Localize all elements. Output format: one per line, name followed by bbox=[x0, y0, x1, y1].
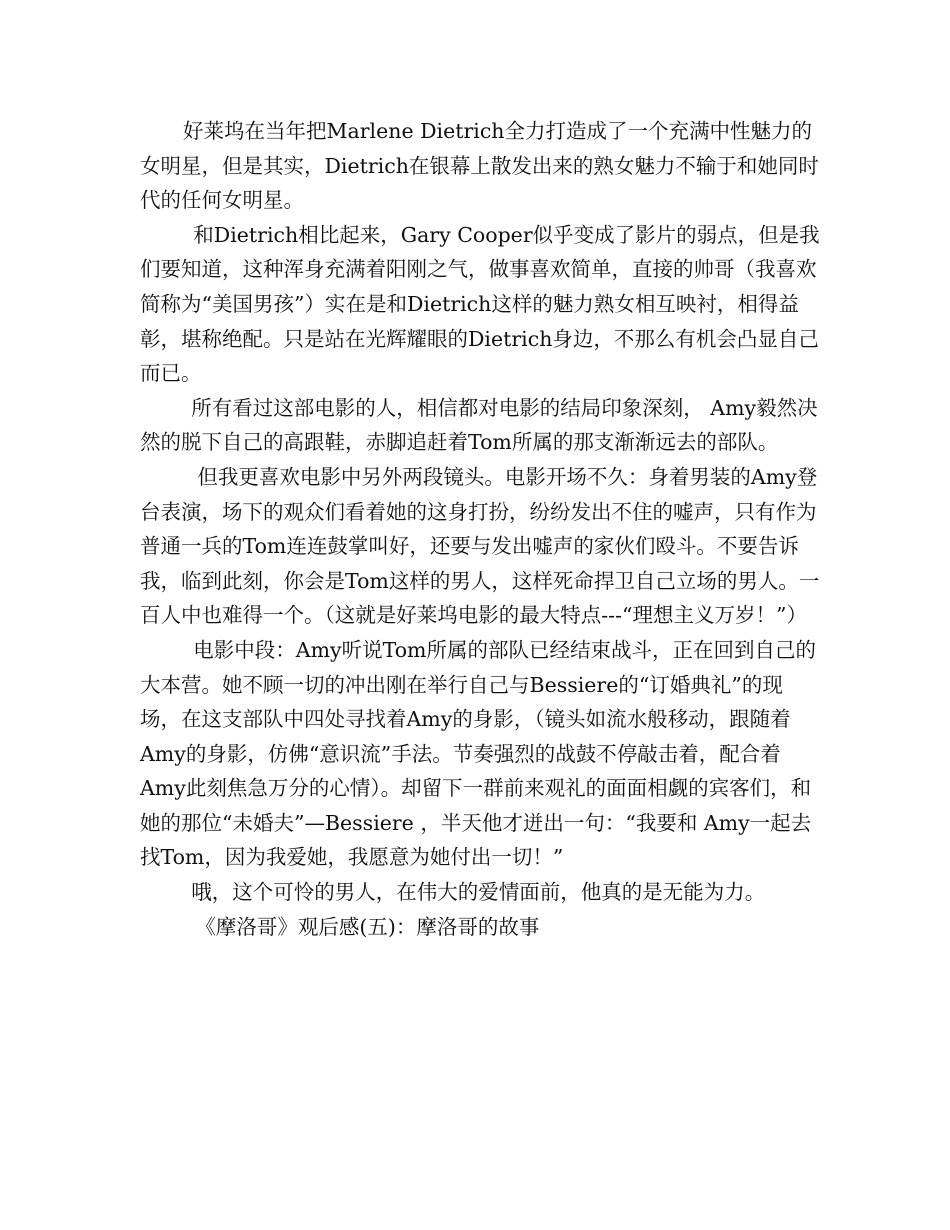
section-heading: 《摩洛哥》观后感(五)：摩洛哥的故事 bbox=[195, 914, 540, 939]
paragraph-5: 电影中段：Amy听说Tom所属的部队已经结束战斗，正在回到自己的大本营。她不顾一切的冲出刚在举行自己与Bessiere的“订婚典礼”的现场，在这支部队中四处寻找着Amy的身影，（镜头如流水般移动，跟随着Amy的身影，仿佛“意识流”手法。节奏强烈的战鼓不停敲击着，配合着Amy此刻焦急万分的心情）。却留下一群前来观礼的面面相觑的宾客们，和她的那位“未婚夫”—Bessiere ，半天他才迸出一句：“我要和 Amy一起去找Tom，因为我爱她，我愿意为她付出一切！” bbox=[140, 637, 816, 870]
paragraph-1: 好莱坞在当年把Marlene Dietrich全力打造成了一个充满中性魅力的女明星，但是其实，Dietrich在银幕上散发出来的熟女魅力不输于和她同时代的任何女明星。 bbox=[140, 119, 819, 213]
paragraph-2: 和Dietrich相比起来，Gary Cooper似乎变成了影片的弱点，但是我们要知道，这种浑身充满着阳刚之气，做事喜欢简单，直接的帅哥（我喜欢简称为“美国男孩”）实在是和Dietrich这样的魅力熟女相互映衬，相得益彰，堪称绝配。只是站在光辉耀眼的Dietrich身边，不那么有机会凸显自己而已。 bbox=[140, 222, 820, 386]
paragraph-6: 哦，这个可怜的男人，在伟大的爱情面前，他真的是无能为力。 bbox=[191, 880, 766, 905]
paragraph-4: 但我更喜欢电影中另外两段镜头。电影开场不久：身着男装的Amy登台表演，场下的观众们看着她的这身打扮，纷纷发出不住的嘘声，只有作为普通一兵的Tom连连鼓掌叫好，还要与发出嘘声的家伙们殴斗。不要告诉我，临到此刻，你会是Tom这样的男人，这样死命捍卫自己立场的男人。一百人中也难得一个。（这就是好莱坞电影的最大特点---“理想主义万岁！”） bbox=[140, 464, 820, 628]
document-body bbox=[140, 114, 820, 944]
paragraph-3: 所有看过这部电影的人，相信都对电影的结局印象深刻， Amy毅然决然的脱下自己的高跟鞋，赤脚追赶着Tom所属的那支渐渐远去的部队。 bbox=[140, 395, 818, 455]
